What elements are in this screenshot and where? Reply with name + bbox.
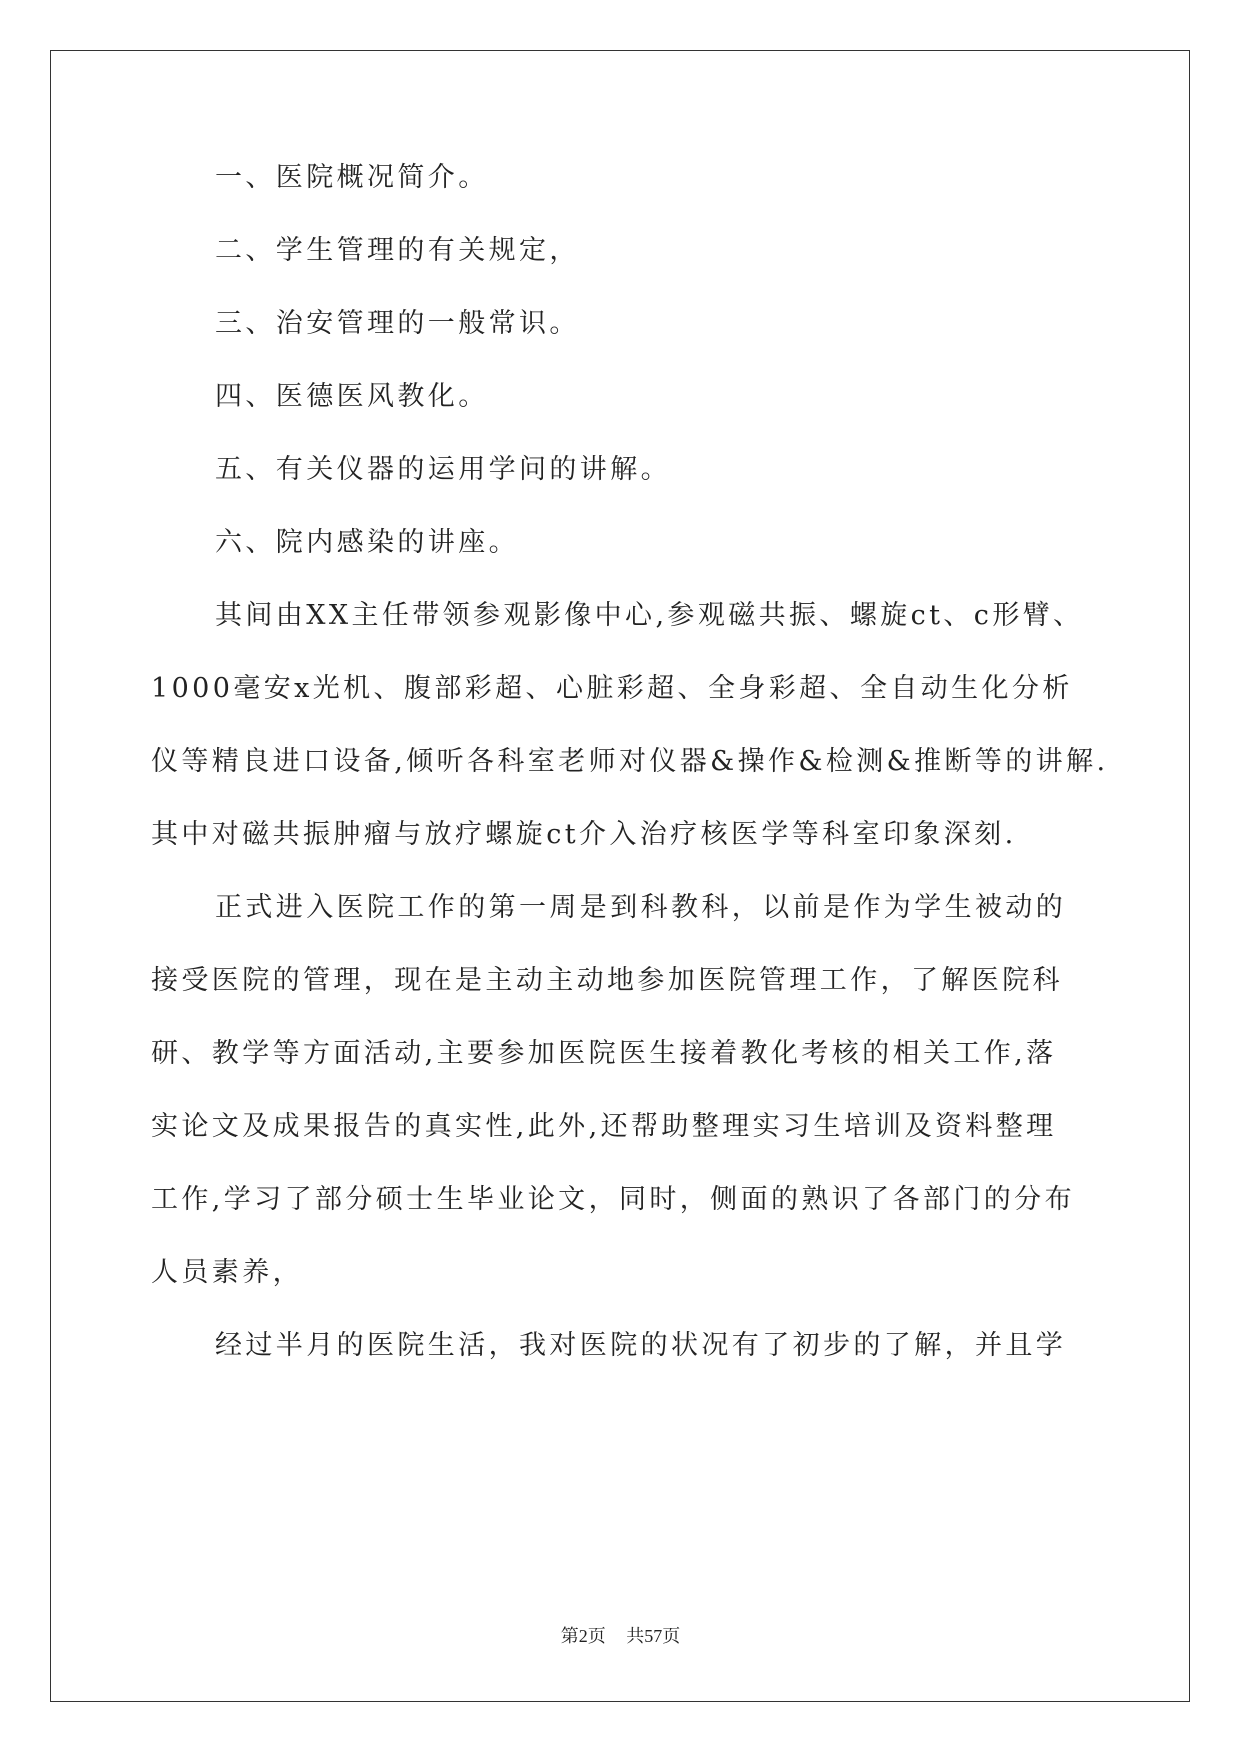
paragraph-line: 工作,学习了部分硕士生毕业论文，同时，侧面的熟识了各部门的分布	[151, 1184, 1075, 1215]
paragraph-line: 接受医院的管理，现在是主动主动地参加医院管理工作，了解医院科	[151, 965, 1063, 996]
paragraph-line: 经过半月的医院生活，我对医院的状况有了初步的了解，并且学	[215, 1330, 1067, 1361]
list-item: 二、学生管理的有关规定，	[215, 235, 580, 266]
paragraph-line: 其间由XX主任带领参观影像中心,参观磁共振、螺旋ct、c形臂、	[215, 600, 1084, 631]
paragraph-line: 1000毫安x光机、腹部彩超、心脏彩超、全身彩超、全自动生化分析	[151, 673, 1073, 704]
paragraph-line: 仪等精良进口设备,倾听各科室老师对仪器&操作&检测&推断等的讲解.	[151, 746, 1109, 777]
paragraph-line: 其中对磁共振肿瘤与放疗螺旋ct介入治疗核医学等科室印象深刻.	[151, 819, 1017, 850]
list-item: 一、医院概况简介。	[215, 162, 489, 193]
page-footer	[0, 1622, 1241, 1648]
list-item: 六、院内感染的讲座。	[215, 527, 519, 558]
page-total: 共57页	[626, 1626, 681, 1646]
page-border	[50, 50, 1190, 1702]
paragraph-line: 研、教学等方面活动,主要参加医院医生接着教化考核的相关工作,落	[151, 1038, 1057, 1069]
page-number: 第2页	[560, 1626, 606, 1646]
paragraph-line: 正式进入医院工作的第一周是到科教科，以前是作为学生被动的	[215, 892, 1067, 923]
list-item: 四、医德医风教化。	[215, 381, 489, 412]
list-item: 三、治安管理的一般常识。	[215, 308, 580, 339]
paragraph-line: 实论文及成果报告的真实性,此外,还帮助整理实习生培训及资料整理	[151, 1111, 1057, 1142]
paragraph-line: 人员素养，	[151, 1257, 303, 1288]
list-item: 五、有关仪器的运用学问的讲解。	[215, 454, 671, 485]
